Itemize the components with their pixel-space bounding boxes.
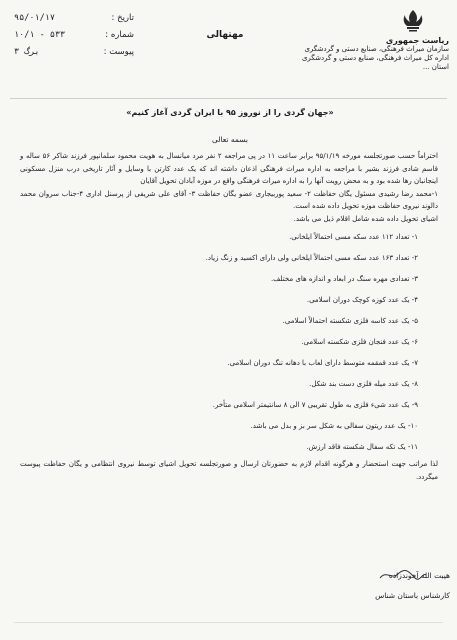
persons-paragraph: ۱-محمد رضا رشیدی مسئول یگان حفاظت ۲- سعید پوربیجاری عضو یگان حفاظت ۳- آقای علی شریفی از پرسنل اداری ۴-جناب سروان محمد دالوند نیروی حفاظت موزه تحویل داده شده است.	[20, 189, 438, 210]
list-item: ۸- یک عدد میله فلزی دست بند شکل.	[309, 380, 418, 388]
attachment-label: پیوست :	[103, 47, 134, 57]
list-item: ۶- یک عدد فنجان فلزی شکسته اسلامی.	[301, 338, 418, 346]
list-item: ۷- یک عدد قمقمه متوسط دارای لعاب با دهانه تنگ دوران اسلامی.	[227, 359, 418, 367]
footer-divider	[14, 622, 443, 623]
list-item: ۲- تعداد ۱۶۳ عدد سکه مسی احتمالاً ایلخانی ولی دارای اکسید و زنگ زیاد.	[205, 254, 418, 262]
list-item: ۱۰- یک عدد ریتون سفالی به شکل سر بز و بدل می باشد.	[250, 422, 418, 430]
signer-title: کارشناس باستان شناس	[375, 591, 450, 600]
letter-body	[20, 150, 438, 483]
list-item: ۳- تعدادی مهره سنگ در ابعاد و اندازه های مختلف.	[270, 275, 418, 283]
date-label: تاریخ :	[111, 13, 134, 23]
list-item: ۵- یک عدد کاسه فلزی شکسته احتمالاً اسلامی.	[282, 317, 418, 325]
signature-block	[300, 566, 450, 606]
organization-header	[299, 36, 449, 72]
list-item: ۱- تعداد ۱۱۲ عدد سکه مسی احتمالاً ایلخانی.	[289, 233, 418, 241]
signer-name: هیبت الله آخوندزاده	[388, 571, 450, 580]
list-item: ۴- یک عدد کوزه کوچک دوران اسلامی.	[306, 296, 418, 304]
org-line-1: ریاست جمهوری	[385, 36, 449, 45]
intro-paragraph: احتراماً حسب صورتجلسه مورخه ۹۵/۱/۱۹ برابر ساعت ۱۱ در پی مراجعه ۲ نفر مرد میانسال به هویت محمود سلمانپور فرزند شاکر ۵۶ ساله و قاسم شادی فرزند بشیر با مراجعه به اداره میراث فرهنگی اذعان داشته اند که یک عدد کارتن با وسایل و آثار تاریخی درب منزل مسکونی اینجانبان رها شده بود و به محض رویت آنها را به اداره میراث فرهنگی واقع در موزه آبادان تحویل آقایان	[20, 152, 438, 185]
attachment-value: ۳ برگ	[14, 47, 40, 57]
emblem-icon	[399, 8, 427, 34]
basmala: بسمه تعالی	[211, 135, 249, 144]
letterhead-title: مهتهالی	[206, 30, 244, 40]
slogan: «جهان گردی را از نوروز ۹۵ با ایران گردی آغاز کنیم»	[126, 108, 334, 117]
number-row	[14, 27, 134, 44]
attachment-row	[14, 44, 134, 61]
items-list	[20, 227, 438, 458]
number-label: شماره :	[105, 30, 134, 40]
list-item: ۹- یک عدد شیء فلزی به طول تقریبی ۷ الی ۸ سانتیمتر اسلامی متأخر.	[212, 401, 418, 409]
date-value: ۹۵/۰۱/۱۷	[14, 13, 55, 23]
list-item: ۱۱- یک تکه سفال شکسته فاقد ارزش.	[306, 443, 418, 451]
header-divider	[10, 98, 447, 99]
closing-paragraph: لذا مراتب جهت استحضار و هرگونه اقدام لازم به حضورتان ارسال و صورتجلسه تحویل اشیای توسط نیروی انتظامی و یگان حفاظت پیوست میگردد.	[20, 460, 438, 481]
number-value: ۱۰/۱ - ۵۳۳	[14, 30, 66, 40]
letter-meta	[14, 10, 134, 61]
items-intro: اشیای تحویل داده شده شامل اقلام ذیل می باشد.	[293, 214, 438, 223]
org-line-3: اداره کل میراث فرهنگی، صنایع دستی و گردشگری استان ...	[301, 54, 449, 71]
org-line-2: سازمان میراث فرهنگی، صنایع دستی و گردشگری	[304, 45, 449, 53]
date-row	[14, 10, 134, 27]
